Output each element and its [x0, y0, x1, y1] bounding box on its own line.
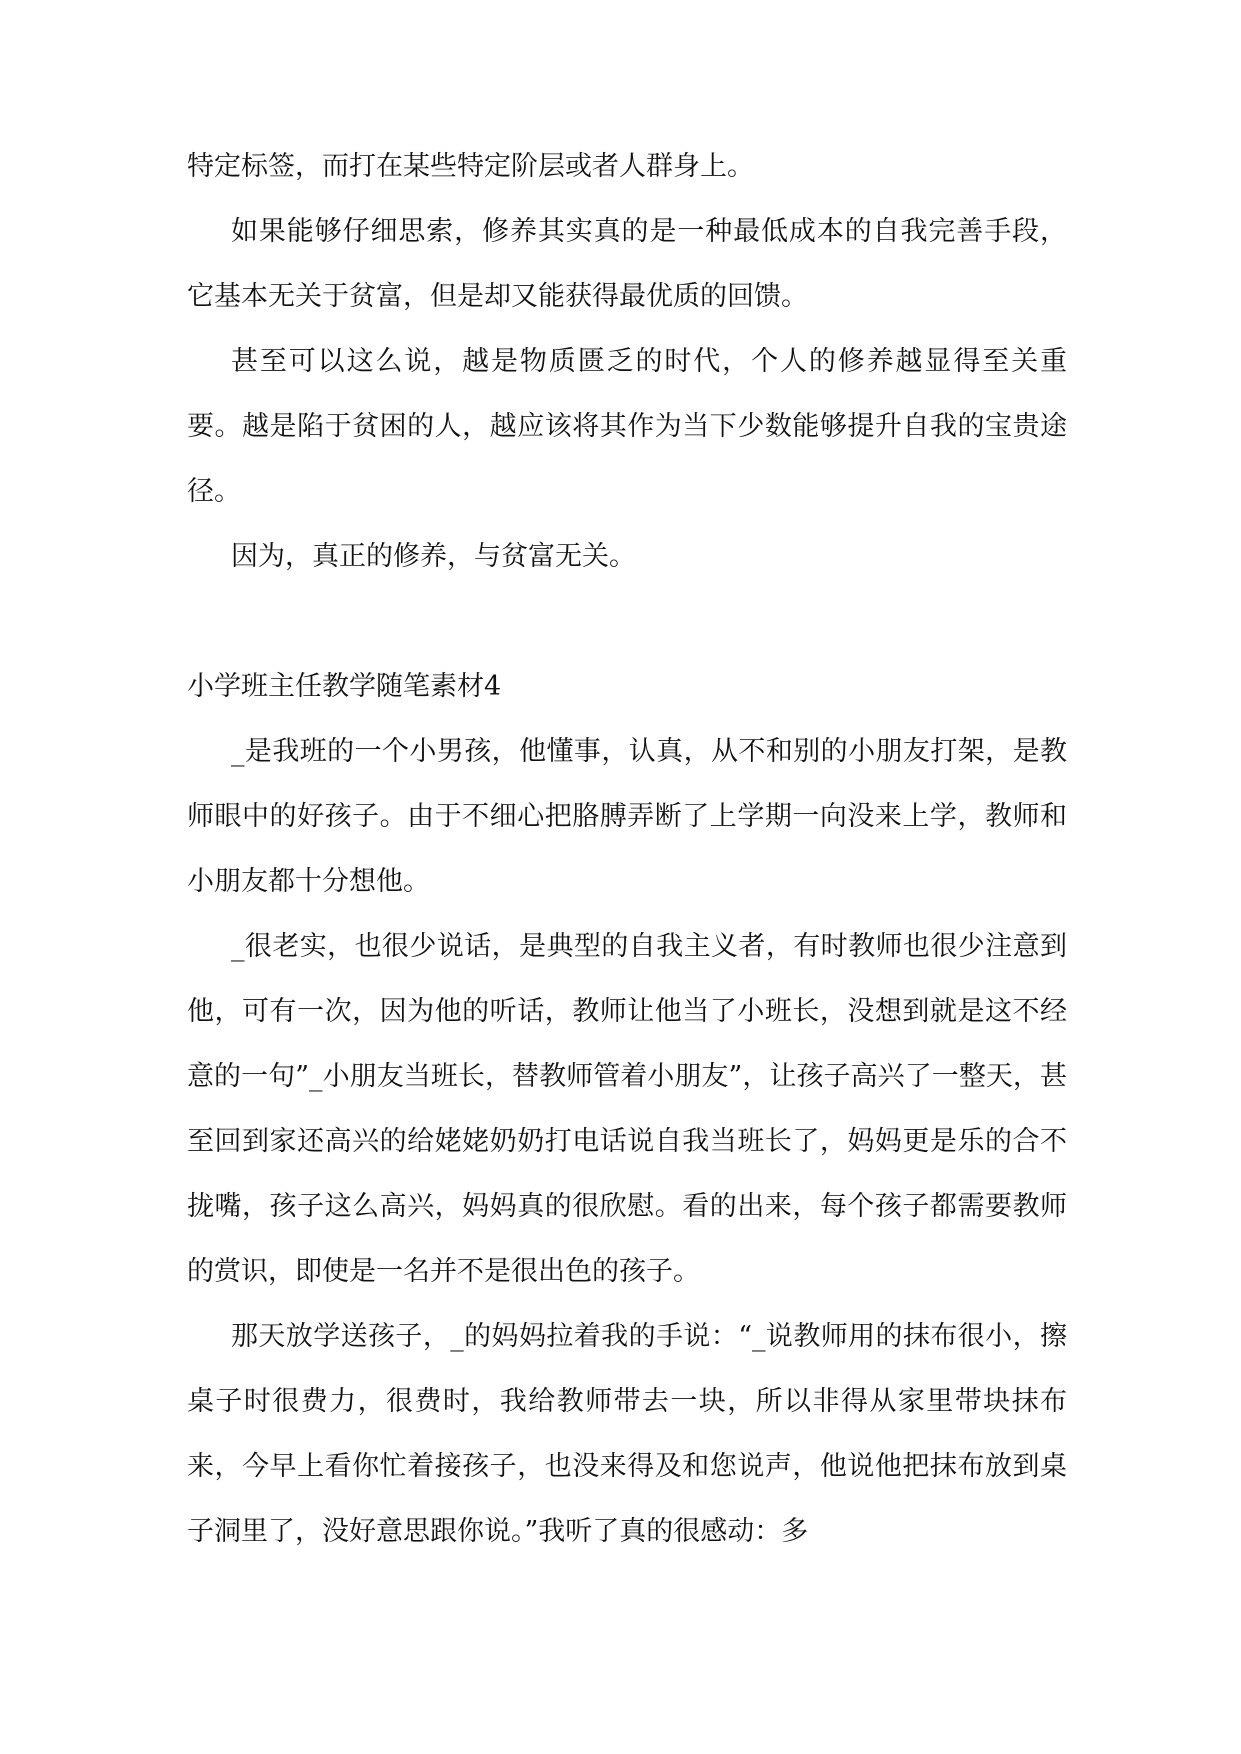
section-gap — [187, 589, 1067, 654]
paragraph-6: _很老实，也很少说话，是典型的自我主义者，有时教师也很少注意到他，可有一次，因为他的听话，教师让他当了小班长，没想到就是这不经意的一句”_小朋友当班长，替教师管着小朋友”，让孩子高兴了一整天，甚至回到家还高兴的给姥姥奶奶打电话说自我当班长了，妈妈更是乐的合不拢嘴，孩子这么高兴，妈妈真的很欣慰。看的出来，每个孩子都需要教师的赏识，即使是一名并不是很出色的孩子。 — [187, 931, 1067, 1287]
paragraph-7: 那天放学送孩子，_的妈妈拉着我的手说：“_说教师用的抹布很小，擦桌子时很费力，很费时，我给教师带去一块，所以非得从家里带块抹布来，今早上看你忙着接孩子，也没来得及和您说声，他说他把抹布放到桌子洞里了，没好意思跟你说。”我听了真的很感动：多 — [187, 1321, 1067, 1547]
document-body — [187, 134, 1067, 1564]
paragraph-1: 特定标签，而打在某些特定阶层或者人群身上。 — [187, 151, 754, 182]
paragraph-5: _是我班的一个小男孩，他懂事，认真，从不和别的小朋友打架，是教师眼中的好孩子。由于不细心把胳膊弄断了上学期一向没来上学，教师和小朋友都十分想他。 — [187, 736, 1067, 897]
paragraph-4: 因为，真正的修养，与贫富无关。 — [231, 541, 636, 572]
section-heading: 小学班主任教学随笔素材4 — [187, 671, 502, 702]
paragraph-2: 如果能够仔细思索，修养其实真的是一种最低成本的自我完善手段，它基本无关于贫富，但是却又能获得最优质的回馈。 — [187, 216, 1067, 312]
paragraph-3: 甚至可以这么说，越是物质匮乏的时代，个人的修养越显得至关重要。越是陷于贫困的人，越应该将其作为当下少数能够提升自我的宝贵途径。 — [187, 346, 1067, 507]
